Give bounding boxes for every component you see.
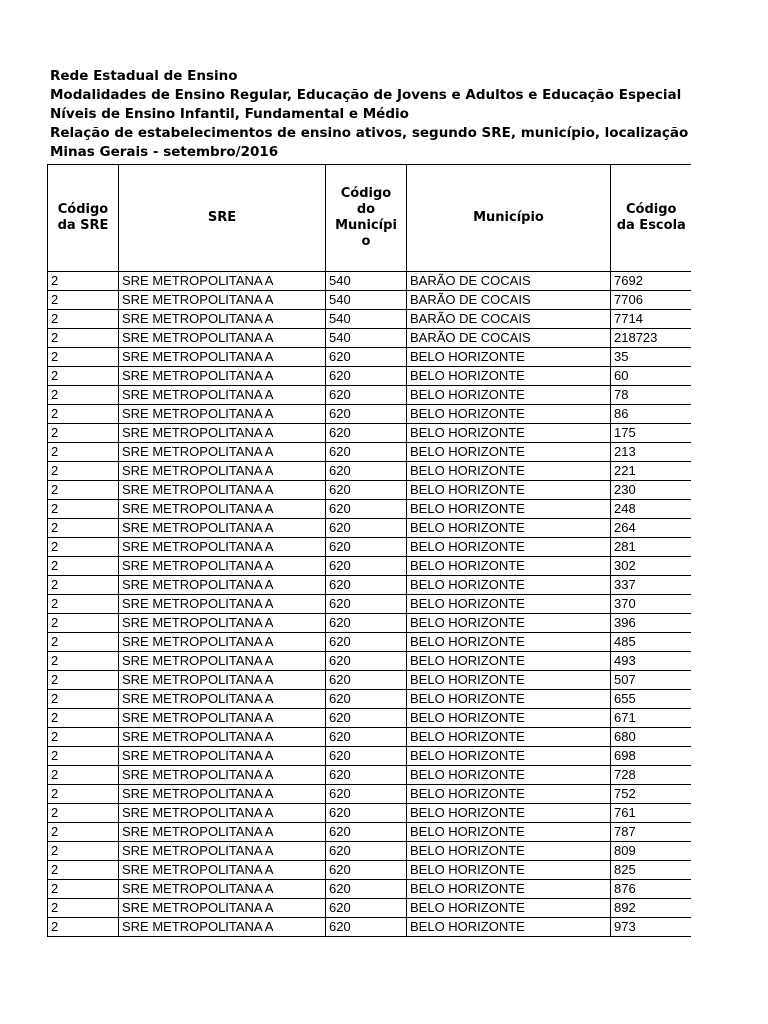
sre-name-cell: SRE METROPOLITANA A — [119, 709, 326, 728]
municipality-code-cell: 620 — [326, 462, 407, 481]
table-row — [48, 918, 692, 937]
sre-name-cell: SRE METROPOLITANA A — [119, 614, 326, 633]
header-municipality-code: Código do Municípi o — [326, 165, 407, 272]
municipality-name-cell: BELO HORIZONTE — [407, 899, 611, 918]
municipality-code-cell: 620 — [326, 842, 407, 861]
schools-table — [47, 164, 691, 937]
municipality-code-cell: 540 — [326, 291, 407, 310]
municipality-name-cell: BELO HORIZONTE — [407, 785, 611, 804]
school-code-cell: 761 — [611, 804, 692, 823]
sre-name-cell: SRE METROPOLITANA A — [119, 386, 326, 405]
sre-name-cell: SRE METROPOLITANA A — [119, 766, 326, 785]
municipality-name-cell: BELO HORIZONTE — [407, 766, 611, 785]
municipality-name-cell: BELO HORIZONTE — [407, 861, 611, 880]
school-code-cell: 60 — [611, 367, 692, 386]
table-row — [48, 633, 692, 652]
sre-name-cell: SRE METROPOLITANA A — [119, 310, 326, 329]
municipality-code-cell: 620 — [326, 386, 407, 405]
school-code-cell: 248 — [611, 500, 692, 519]
table-row — [48, 614, 692, 633]
municipality-name-cell: BELO HORIZONTE — [407, 405, 611, 424]
sre-code-cell: 2 — [48, 557, 119, 576]
school-code-cell: 221 — [611, 462, 692, 481]
municipality-name-cell: BARÃO DE COCAIS — [407, 272, 611, 291]
report-heading — [50, 67, 691, 162]
municipality-name-cell: BELO HORIZONTE — [407, 424, 611, 443]
school-code-cell: 302 — [611, 557, 692, 576]
municipality-code-cell: 620 — [326, 367, 407, 386]
sre-name-cell: SRE METROPOLITANA A — [119, 462, 326, 481]
sre-code-cell: 2 — [48, 329, 119, 348]
municipality-name-cell: BELO HORIZONTE — [407, 519, 611, 538]
school-code-cell: 230 — [611, 481, 692, 500]
municipality-code-cell: 620 — [326, 785, 407, 804]
table-row — [48, 747, 692, 766]
municipality-name-cell: BARÃO DE COCAIS — [407, 310, 611, 329]
sre-name-cell: SRE METROPOLITANA A — [119, 272, 326, 291]
school-code-cell: 876 — [611, 880, 692, 899]
municipality-code-cell: 620 — [326, 443, 407, 462]
sre-name-cell: SRE METROPOLITANA A — [119, 842, 326, 861]
sre-code-cell: 2 — [48, 671, 119, 690]
table-row — [48, 652, 692, 671]
heading-line-network: Rede Estadual de Ensino — [50, 68, 238, 84]
municipality-code-cell: 620 — [326, 557, 407, 576]
heading-line-state-date: Minas Gerais - setembro/2016 — [50, 144, 279, 160]
table-row — [48, 690, 692, 709]
table-row — [48, 481, 692, 500]
school-code-cell: 337 — [611, 576, 692, 595]
school-code-cell: 86 — [611, 405, 692, 424]
table-header-row — [48, 165, 692, 272]
table-row — [48, 899, 692, 918]
municipality-name-cell: BELO HORIZONTE — [407, 918, 611, 937]
municipality-name-cell: BELO HORIZONTE — [407, 842, 611, 861]
header-sre: SRE — [119, 165, 326, 272]
table-row — [48, 348, 692, 367]
school-code-cell: 671 — [611, 709, 692, 728]
sre-name-cell: SRE METROPOLITANA A — [119, 728, 326, 747]
municipality-code-cell: 620 — [326, 481, 407, 500]
sre-code-cell: 2 — [48, 785, 119, 804]
school-code-cell: 7706 — [611, 291, 692, 310]
municipality-name-cell: BELO HORIZONTE — [407, 709, 611, 728]
school-code-cell: 264 — [611, 519, 692, 538]
municipality-code-cell: 540 — [326, 310, 407, 329]
sre-name-cell: SRE METROPOLITANA A — [119, 405, 326, 424]
sre-code-cell: 2 — [48, 576, 119, 595]
table-row — [48, 576, 692, 595]
municipality-code-cell: 620 — [326, 690, 407, 709]
school-code-cell: 78 — [611, 386, 692, 405]
municipality-name-cell: BELO HORIZONTE — [407, 500, 611, 519]
sre-code-cell: 2 — [48, 614, 119, 633]
header-sre-code: Código da SRE — [48, 165, 119, 272]
heading-line-relation: Relação de estabelecimentos de ensino ativos, segundo SRE, município, localização — [50, 125, 689, 141]
sre-name-cell: SRE METROPOLITANA A — [119, 918, 326, 937]
sre-name-cell: SRE METROPOLITANA A — [119, 538, 326, 557]
municipality-name-cell: BELO HORIZONTE — [407, 880, 611, 899]
sre-name-cell: SRE METROPOLITANA A — [119, 747, 326, 766]
municipality-code-cell: 620 — [326, 880, 407, 899]
municipality-code-cell: 620 — [326, 823, 407, 842]
sre-code-cell: 2 — [48, 424, 119, 443]
sre-code-cell: 2 — [48, 595, 119, 614]
table-row — [48, 823, 692, 842]
table-row — [48, 804, 692, 823]
sre-name-cell: SRE METROPOLITANA A — [119, 861, 326, 880]
municipality-name-cell: BELO HORIZONTE — [407, 557, 611, 576]
sre-name-cell: SRE METROPOLITANA A — [119, 291, 326, 310]
municipality-name-cell: BELO HORIZONTE — [407, 823, 611, 842]
municipality-code-cell: 620 — [326, 899, 407, 918]
sre-code-cell: 2 — [48, 880, 119, 899]
municipality-code-cell: 620 — [326, 595, 407, 614]
school-code-cell: 493 — [611, 652, 692, 671]
municipality-name-cell: BELO HORIZONTE — [407, 481, 611, 500]
sre-name-cell: SRE METROPOLITANA A — [119, 348, 326, 367]
municipality-name-cell: BARÃO DE COCAIS — [407, 291, 611, 310]
table-row — [48, 424, 692, 443]
school-code-cell: 787 — [611, 823, 692, 842]
municipality-code-cell: 620 — [326, 348, 407, 367]
school-code-cell: 485 — [611, 633, 692, 652]
sre-code-cell: 2 — [48, 481, 119, 500]
sre-code-cell: 2 — [48, 709, 119, 728]
table-body — [48, 272, 692, 937]
sre-name-cell: SRE METROPOLITANA A — [119, 519, 326, 538]
table-row — [48, 310, 692, 329]
school-code-cell: 370 — [611, 595, 692, 614]
school-code-cell: 35 — [611, 348, 692, 367]
table-row — [48, 405, 692, 424]
municipality-name-cell: BELO HORIZONTE — [407, 595, 611, 614]
municipality-name-cell: BELO HORIZONTE — [407, 652, 611, 671]
table-row — [48, 443, 692, 462]
table-row — [48, 329, 692, 348]
municipality-code-cell: 620 — [326, 918, 407, 937]
school-code-cell: 7714 — [611, 310, 692, 329]
sre-code-cell: 2 — [48, 633, 119, 652]
sre-code-cell: 2 — [48, 747, 119, 766]
table-row — [48, 367, 692, 386]
municipality-code-cell: 620 — [326, 614, 407, 633]
municipality-code-cell: 620 — [326, 766, 407, 785]
table-row — [48, 880, 692, 899]
header-school-code: Código da Escola — [611, 165, 692, 272]
sre-name-cell: SRE METROPOLITANA A — [119, 633, 326, 652]
school-code-cell: 213 — [611, 443, 692, 462]
municipality-name-cell: BELO HORIZONTE — [407, 576, 611, 595]
sre-name-cell: SRE METROPOLITANA A — [119, 785, 326, 804]
school-code-cell: 892 — [611, 899, 692, 918]
school-code-cell: 680 — [611, 728, 692, 747]
school-code-cell: 728 — [611, 766, 692, 785]
table-row — [48, 462, 692, 481]
table-row — [48, 538, 692, 557]
municipality-name-cell: BELO HORIZONTE — [407, 671, 611, 690]
sre-code-cell: 2 — [48, 386, 119, 405]
sre-code-cell: 2 — [48, 538, 119, 557]
table-row — [48, 861, 692, 880]
municipality-name-cell: BELO HORIZONTE — [407, 728, 611, 747]
sre-code-cell: 2 — [48, 842, 119, 861]
sre-name-cell: SRE METROPOLITANA A — [119, 595, 326, 614]
sre-code-cell: 2 — [48, 728, 119, 747]
municipality-code-cell: 620 — [326, 519, 407, 538]
sre-name-cell: SRE METROPOLITANA A — [119, 557, 326, 576]
municipality-code-cell: 540 — [326, 272, 407, 291]
sre-code-cell: 2 — [48, 272, 119, 291]
municipality-code-cell: 540 — [326, 329, 407, 348]
sre-name-cell: SRE METROPOLITANA A — [119, 823, 326, 842]
municipality-name-cell: BELO HORIZONTE — [407, 386, 611, 405]
municipality-code-cell: 620 — [326, 424, 407, 443]
school-code-cell: 281 — [611, 538, 692, 557]
municipality-code-cell: 620 — [326, 405, 407, 424]
sre-code-cell: 2 — [48, 348, 119, 367]
sre-name-cell: SRE METROPOLITANA A — [119, 443, 326, 462]
sre-name-cell: SRE METROPOLITANA A — [119, 652, 326, 671]
municipality-name-cell: BELO HORIZONTE — [407, 367, 611, 386]
header-municipality: Município — [407, 165, 611, 272]
municipality-code-cell: 620 — [326, 633, 407, 652]
municipality-code-cell: 620 — [326, 747, 407, 766]
table-row — [48, 272, 692, 291]
sre-name-cell: SRE METROPOLITANA A — [119, 899, 326, 918]
municipality-code-cell: 620 — [326, 804, 407, 823]
table-row — [48, 709, 692, 728]
sre-name-cell: SRE METROPOLITANA A — [119, 671, 326, 690]
school-code-cell: 507 — [611, 671, 692, 690]
sre-code-cell: 2 — [48, 918, 119, 937]
municipality-name-cell: BELO HORIZONTE — [407, 614, 611, 633]
sre-code-cell: 2 — [48, 899, 119, 918]
table-row — [48, 728, 692, 747]
table-row — [48, 291, 692, 310]
municipality-name-cell: BARÃO DE COCAIS — [407, 329, 611, 348]
sre-code-cell: 2 — [48, 519, 119, 538]
municipality-code-cell: 620 — [326, 861, 407, 880]
sre-code-cell: 2 — [48, 804, 119, 823]
municipality-code-cell: 620 — [326, 671, 407, 690]
school-code-cell: 7692 — [611, 272, 692, 291]
sre-name-cell: SRE METROPOLITANA A — [119, 481, 326, 500]
sre-code-cell: 2 — [48, 367, 119, 386]
school-code-cell: 809 — [611, 842, 692, 861]
heading-line-modalities: Modalidades de Ensino Regular, Educação de Jovens e Adultos e Educação Especial — [50, 87, 682, 103]
sre-name-cell: SRE METROPOLITANA A — [119, 367, 326, 386]
sre-code-cell: 2 — [48, 500, 119, 519]
municipality-name-cell: BELO HORIZONTE — [407, 747, 611, 766]
sre-name-cell: SRE METROPOLITANA A — [119, 329, 326, 348]
sre-code-cell: 2 — [48, 291, 119, 310]
schools-table-area — [47, 164, 691, 937]
sre-name-cell: SRE METROPOLITANA A — [119, 690, 326, 709]
table-row — [48, 519, 692, 538]
school-code-cell: 396 — [611, 614, 692, 633]
sre-code-cell: 2 — [48, 405, 119, 424]
heading-line-levels: Níveis de Ensino Infantil, Fundamental e Médio — [50, 106, 409, 122]
municipality-name-cell: BELO HORIZONTE — [407, 804, 611, 823]
municipality-code-cell: 620 — [326, 576, 407, 595]
municipality-code-cell: 620 — [326, 652, 407, 671]
table-row — [48, 766, 692, 785]
municipality-code-cell: 620 — [326, 500, 407, 519]
school-code-cell: 175 — [611, 424, 692, 443]
municipality-name-cell: BELO HORIZONTE — [407, 462, 611, 481]
sre-name-cell: SRE METROPOLITANA A — [119, 576, 326, 595]
sre-code-cell: 2 — [48, 766, 119, 785]
school-code-cell: 973 — [611, 918, 692, 937]
municipality-name-cell: BELO HORIZONTE — [407, 348, 611, 367]
municipality-name-cell: BELO HORIZONTE — [407, 690, 611, 709]
table-row — [48, 671, 692, 690]
sre-code-cell: 2 — [48, 652, 119, 671]
sre-code-cell: 2 — [48, 861, 119, 880]
school-code-cell: 825 — [611, 861, 692, 880]
municipality-name-cell: BELO HORIZONTE — [407, 443, 611, 462]
school-code-cell: 752 — [611, 785, 692, 804]
municipality-code-cell: 620 — [326, 709, 407, 728]
school-code-cell: 655 — [611, 690, 692, 709]
municipality-code-cell: 620 — [326, 538, 407, 557]
table-row — [48, 785, 692, 804]
sre-code-cell: 2 — [48, 823, 119, 842]
table-row — [48, 595, 692, 614]
municipality-code-cell: 620 — [326, 728, 407, 747]
sre-name-cell: SRE METROPOLITANA A — [119, 880, 326, 899]
sre-name-cell: SRE METROPOLITANA A — [119, 500, 326, 519]
sre-name-cell: SRE METROPOLITANA A — [119, 424, 326, 443]
sre-code-cell: 2 — [48, 310, 119, 329]
school-code-cell: 218723 — [611, 329, 692, 348]
table-row — [48, 842, 692, 861]
school-code-cell: 698 — [611, 747, 692, 766]
municipality-name-cell: BELO HORIZONTE — [407, 633, 611, 652]
sre-code-cell: 2 — [48, 462, 119, 481]
sre-code-cell: 2 — [48, 690, 119, 709]
table-row — [48, 500, 692, 519]
sre-name-cell: SRE METROPOLITANA A — [119, 804, 326, 823]
table-row — [48, 557, 692, 576]
table-row — [48, 386, 692, 405]
municipality-name-cell: BELO HORIZONTE — [407, 538, 611, 557]
sre-code-cell: 2 — [48, 443, 119, 462]
